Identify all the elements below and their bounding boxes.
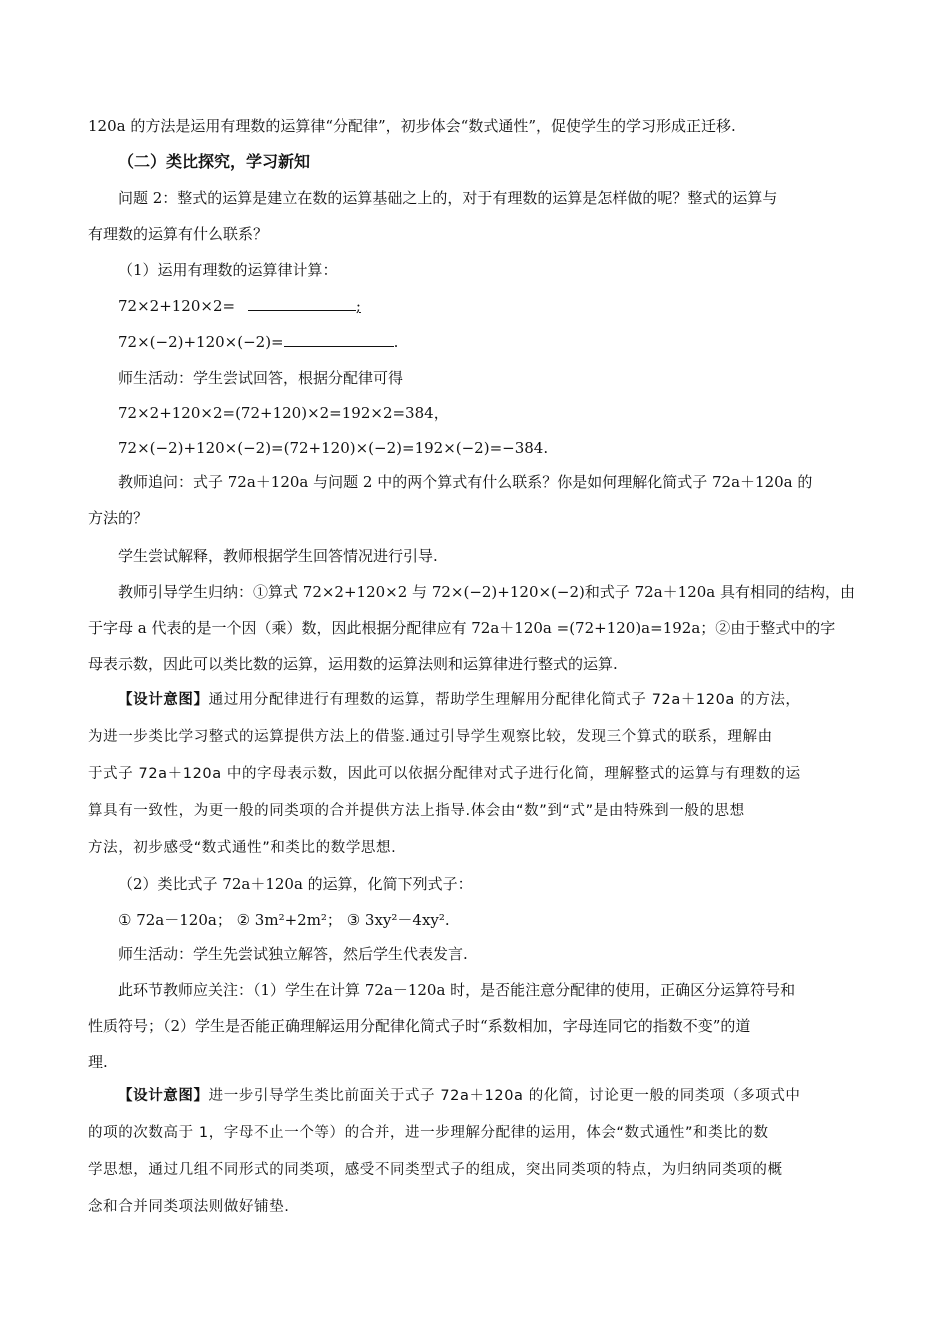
exercise-line [118,296,361,316]
design-intent-line: 学思想，通过几组不同形式的同类项，感受不同类型式子的组成，突出同类项的特点，为归纳同类项的概 [88,1162,783,1178]
design-intent-line [118,690,801,710]
design-intent-text: 通过用分配律进行有理数的运算，帮助学生理解用分配律化简式子 72a＋120a 的方法， [208,692,801,708]
section-heading: （二）类比探究，学习新知 [118,152,311,171]
design-intent-line: 于式子 72a＋120a 中的字母表示数，因此可以依据分配律对式子进行化简，理解整式的运算与有理数的运 [88,766,801,782]
paragraph-line: 教师引导学生归纳：①算式 72×2+120×2 与 72×(−2)+120×(−2)和式子 72a＋120a 具有相同的结构，由 [118,583,856,601]
design-intent-line: 的项的次数高于 1，字母不止一个等）的合并，进一步理解分配律的运用，体会“数式通性”和类比的数 [88,1125,769,1141]
paragraph-line: 母表示数，因此可以类比数的运算，运用数的运算法则和运算律进行整式的运算. [88,655,618,673]
design-intent-tag: 【设计意图】 [118,692,209,708]
paragraph-line: 教师追问：式子 72a＋120a 与问题 2 中的两个算式有什么联系？你是如何理解化简式子 72a＋120a 的 [118,473,813,491]
paragraph-line: 有理数的运算有什么联系？ [88,225,269,243]
answer-blank [248,296,356,311]
paragraph-line: 问题 2：整式的运算是建立在数的运算基础之上的，对于有理数的运算是怎样做的呢？整式的运算与 [118,189,778,207]
paragraph-line: 120a 的方法是运用有理数的运算律“分配律”，初步体会“数式通性”，促使学生的学习形成正迁移. [88,117,736,135]
paragraph-line: （2）类比式子 72a＋120a 的运算，化简下列式子： [118,875,473,893]
design-intent-line: 念和合并同类项法则做好铺垫. [88,1199,290,1215]
design-intent-text: 进一步引导学生类比前面关于式子 72a＋120a 的化简，讨论更一般的同类项（多项式中 [208,1088,801,1104]
equation-line: 72×(−2)+120×(−2)=(72+120)×(−2)=192×(−2)=−384. [118,439,549,457]
answer-blank [284,332,394,347]
design-intent-line: 方法，初步感受“数式通性”和类比的数学思想. [88,840,397,856]
paragraph-line: （1）运用有理数的运算律计算： [118,261,338,279]
design-intent-line: 算具有一致性，为更一般的同类项的合并提供方法上指导.体会由“数”到“式”是由特殊到一般的思想 [88,803,745,819]
paragraph-line: 于字母 a 代表的是一个因（乘）数，因此根据分配律应有 72a＋120a =(72+120)a=192a；②由于整式中的字 [88,619,836,637]
exercise-items: ① 72a－120a； ② 3m²+2m²； ③ 3xy²－4xy². [118,911,450,929]
paragraph-line: 师生活动：学生尝试回答，根据分配律可得 [118,369,404,387]
paragraph-line: 方法的？ [88,509,149,527]
exercise-line [118,332,398,352]
design-intent-line: 为进一步类比学习整式的运算提供方法上的借鉴.通过引导学生观察比较，发现三个算式的联系，理解由 [88,729,773,745]
paragraph-line: 性质符号；（2）学生是否能正确理解运用分配律化简式子时“系数相加，字母连同它的指数不变”的道 [88,1017,751,1035]
paragraph-line: 此环节教师应关注：（1）学生在计算 72a－120a 时，是否能注意分配律的使用，正确区分运算符号和 [118,981,796,999]
design-intent-line [118,1086,801,1106]
paragraph-line: 理. [88,1053,108,1071]
paragraph-line: 师生活动：学生先尝试独立解答，然后学生代表发言. [118,945,468,963]
paragraph-line: 学生尝试解释，教师根据学生回答情况进行引导. [118,547,438,565]
expression: 72×2+120×2= [118,297,236,315]
line-end: ; [355,297,361,315]
equation-line: 72×2+120×2=(72+120)×2=192×2=384， [118,404,449,422]
design-intent-tag: 【设计意图】 [118,1088,209,1104]
line-end: . [393,333,399,351]
expression: 72×(−2)+120×(−2)= [118,333,284,351]
